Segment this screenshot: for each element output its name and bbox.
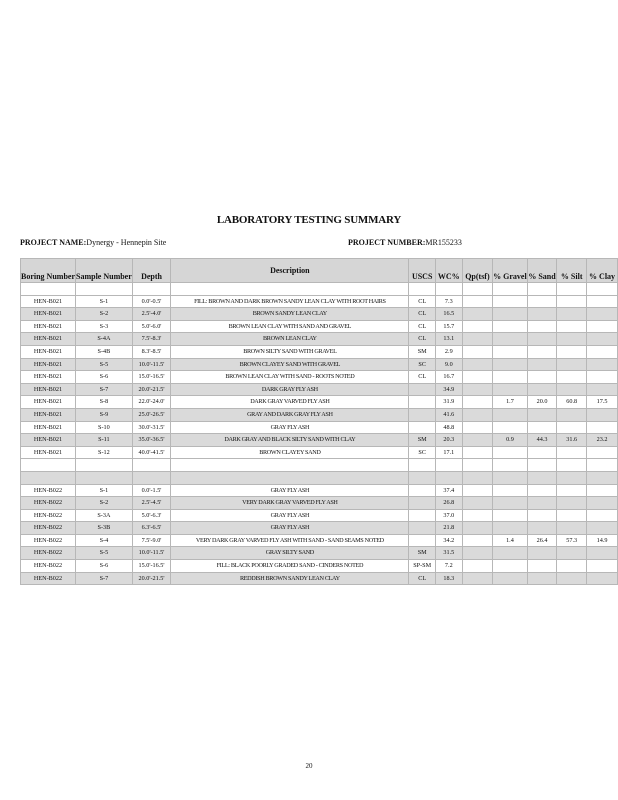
sand-cell [527,358,557,371]
description-cell: BROWN LEAN CLAY [171,333,409,346]
silt-cell [557,320,587,333]
silt-cell [557,509,587,522]
depth-cell: 22.0'-24.0' [132,396,170,409]
qp-cell [462,396,492,409]
qp-cell [462,509,492,522]
clay-cell [587,333,618,346]
table-row [21,408,618,421]
silt-cell [557,572,587,585]
project-name-value: Dynergy - Hennepin Site [86,238,167,247]
col-header-silt: % Silt [557,259,587,283]
description-cell: GRAY SILTY SAND [171,547,409,560]
clay-cell: 14.9 [587,534,618,547]
wc-cell: 41.6 [435,408,462,421]
sand-cell [527,547,557,560]
silt-cell: 31.6 [557,434,587,447]
qp-cell [462,320,492,333]
sand-cell [527,509,557,522]
sand-cell [527,295,557,308]
silt-cell [557,383,587,396]
wc-cell: 16.7 [435,371,462,384]
col-header-sample: Sample Number [76,259,133,283]
description-cell: BROWN SANDY LEAN CLAY [171,308,409,321]
depth-cell: 0.0'-0.5' [132,295,170,308]
depth-cell: 7.5'-9.0' [132,534,170,547]
silt-cell [557,371,587,384]
depth-cell: 35.0'-36.5' [132,434,170,447]
depth-cell: 5.0'-6.3' [132,509,170,522]
col-header-clay: % Clay [587,259,618,283]
uscs-cell [409,421,435,434]
depth-cell: 5.0'-6.0' [132,320,170,333]
table-row [21,509,618,522]
table-row [21,572,618,585]
uscs-cell: SM [409,434,435,447]
sample-cell: S-1 [76,484,133,497]
uscs-cell: CL [409,333,435,346]
silt-cell [557,560,587,573]
gravel-cell [493,522,528,535]
sample-cell: S-4A [76,333,133,346]
sample-cell: S-12 [76,446,133,459]
clay-cell [587,547,618,560]
boring-cell: HEN-B021 [21,421,76,434]
description-cell: BROWN LEAN CLAY WITH SAND - ROOTS NOTED [171,371,409,384]
page-title: LABORATORY TESTING SUMMARY [216,214,402,226]
table-row [21,434,618,447]
wc-cell: 17.1 [435,446,462,459]
boring-cell: HEN-B021 [21,308,76,321]
clay-cell [587,446,618,459]
boring-cell: HEN-B022 [21,497,76,510]
sample-cell: S-6 [76,560,133,573]
uscs-cell [409,509,435,522]
qp-cell [462,547,492,560]
table-row [21,484,618,497]
description-cell: GRAY FLY ASH [171,522,409,535]
depth-cell: 20.0'-21.5' [132,572,170,585]
page-number: 20 [305,762,313,770]
sample-cell: S-6 [76,371,133,384]
silt-cell [557,333,587,346]
uscs-cell: CL [409,320,435,333]
uscs-cell: CL [409,572,435,585]
description-cell: GRAY FLY ASH [171,509,409,522]
clay-cell [587,408,618,421]
uscs-cell [409,484,435,497]
sample-cell: S-5 [76,358,133,371]
wc-cell: 2.9 [435,345,462,358]
depth-cell: 10.0'-11.5' [132,547,170,560]
table-row [21,358,618,371]
sand-cell [527,308,557,321]
depth-cell: 10.0'-11.5' [132,358,170,371]
qp-cell [462,383,492,396]
boring-cell: HEN-B022 [21,560,76,573]
boring-cell: HEN-B021 [21,396,76,409]
clay-cell [587,371,618,384]
sand-cell [527,345,557,358]
sand-cell [527,497,557,510]
table-row [21,547,618,560]
boring-cell: HEN-B021 [21,333,76,346]
silt-cell [557,484,587,497]
silt-cell [557,295,587,308]
depth-cell: 15.0'-16.5' [132,560,170,573]
clay-cell [587,345,618,358]
project-number-label: PROJECT NUMBER: [348,238,426,247]
clay-cell [587,383,618,396]
wc-cell: 13.1 [435,333,462,346]
qp-cell [462,522,492,535]
boring-cell: HEN-B021 [21,434,76,447]
gravel-cell [493,446,528,459]
gravel-cell [493,509,528,522]
gravel-cell [493,497,528,510]
sand-cell: 44.3 [527,434,557,447]
sand-cell [527,572,557,585]
uscs-cell [409,522,435,535]
clay-cell [587,560,618,573]
description-cell: FILL: BROWN AND DARK BROWN SANDY LEAN CLAY WITH ROOT HAIRS [171,295,409,308]
description-cell: GRAY AND DARK GRAY FLY ASH [171,408,409,421]
boring-cell: HEN-B021 [21,345,76,358]
description-cell: REDDISH BROWN SANDY LEAN CLAY [171,572,409,585]
depth-cell: 30.0'-31.5' [132,421,170,434]
depth-cell: 25.0'-26.5' [132,408,170,421]
silt-cell [557,358,587,371]
uscs-cell: SM [409,345,435,358]
clay-cell: 23.2 [587,434,618,447]
sample-cell: S-10 [76,421,133,434]
boring-cell: HEN-B021 [21,358,76,371]
uscs-cell: SC [409,358,435,371]
table-row [21,497,618,510]
gravel-cell [493,333,528,346]
sample-cell: S-4B [76,345,133,358]
boring-cell: HEN-B021 [21,295,76,308]
boring-cell: HEN-B021 [21,383,76,396]
qp-cell [462,497,492,510]
qp-cell [462,295,492,308]
sand-cell [527,522,557,535]
boring-cell: HEN-B022 [21,522,76,535]
summary-table-container [20,258,618,582]
uscs-cell: SP-SM [409,560,435,573]
project-number-line [348,238,462,247]
uscs-cell: CL [409,308,435,321]
sand-cell [527,446,557,459]
uscs-cell [409,497,435,510]
qp-cell [462,484,492,497]
clay-cell [587,358,618,371]
gravel-cell [493,320,528,333]
uscs-cell: SM [409,547,435,560]
depth-cell: 2.5'-4.5' [132,497,170,510]
description-cell: DARK GRAY AND BLACK SILTY SAND WITH CLAY [171,434,409,447]
qp-cell [462,572,492,585]
gravel-cell [493,484,528,497]
table-row [21,421,618,434]
wc-cell: 7.2 [435,560,462,573]
silt-cell: 57.3 [557,534,587,547]
boring-cell: HEN-B022 [21,534,76,547]
description-cell: DARK GRAY FLY ASH [171,383,409,396]
clay-cell [587,509,618,522]
gravel-cell [493,560,528,573]
clay-cell [587,295,618,308]
depth-cell: 20.0'-21.5' [132,383,170,396]
clay-cell [587,320,618,333]
description-cell: GRAY FLY ASH [171,421,409,434]
description-cell: BROWN SILTY SAND WITH GRAVEL [171,345,409,358]
qp-cell [462,345,492,358]
wc-cell: 7.3 [435,295,462,308]
qp-cell [462,408,492,421]
depth-cell: 40.0'-41.5' [132,446,170,459]
table-row [21,333,618,346]
qp-cell [462,371,492,384]
sand-cell [527,560,557,573]
boring-cell: HEN-B021 [21,408,76,421]
wc-cell: 34.9 [435,383,462,396]
uscs-cell [409,534,435,547]
description-cell: BROWN CLAYEY SAND [171,446,409,459]
gravel-cell: 1.4 [493,534,528,547]
sample-cell: S-2 [76,497,133,510]
silt-cell [557,421,587,434]
wc-cell: 18.3 [435,572,462,585]
gravel-cell [493,358,528,371]
uscs-cell: SC [409,446,435,459]
clay-cell [587,522,618,535]
table-row [21,522,618,535]
silt-cell [557,345,587,358]
description-cell: GRAY FLY ASH [171,484,409,497]
wc-cell: 31.9 [435,396,462,409]
sample-cell: S-3A [76,509,133,522]
silt-cell [557,446,587,459]
uscs-cell: CL [409,295,435,308]
uscs-cell [409,408,435,421]
depth-cell: 0.0'-1.5' [132,484,170,497]
sand-cell [527,421,557,434]
table-body [21,283,618,585]
silt-cell [557,497,587,510]
sample-cell: S-5 [76,547,133,560]
sample-cell: S-7 [76,383,133,396]
sand-cell [527,371,557,384]
table-row [21,560,618,573]
sample-cell: S-7 [76,572,133,585]
qp-cell [462,358,492,371]
col-header-boring: Boring Number [21,259,76,283]
gravel-cell [493,383,528,396]
sample-cell: S-11 [76,434,133,447]
silt-cell [557,547,587,560]
sample-cell: S-3 [76,320,133,333]
wc-cell: 20.3 [435,434,462,447]
boring-cell: HEN-B021 [21,446,76,459]
sample-cell: S-1 [76,295,133,308]
table-header-row [21,259,618,283]
project-name-label: PROJECT NAME: [20,238,87,247]
sample-cell: S-2 [76,308,133,321]
depth-cell: 15.0'-16.5' [132,371,170,384]
gravel-cell [493,308,528,321]
sand-cell: 20.0 [527,396,557,409]
col-header-description: Description [171,259,409,283]
boring-cell: HEN-B022 [21,547,76,560]
gravel-cell: 0.9 [493,434,528,447]
sample-cell: S-9 [76,408,133,421]
spacer-row [21,471,618,484]
clay-cell: 17.5 [587,396,618,409]
gravel-cell [493,572,528,585]
sand-cell [527,408,557,421]
table-row [21,534,618,547]
col-header-gravel: % Gravel [493,259,528,283]
wc-cell: 48.8 [435,421,462,434]
summary-table [20,258,618,585]
qp-cell [462,560,492,573]
clay-cell [587,497,618,510]
col-header-wc: WC% [435,259,462,283]
clay-cell [587,308,618,321]
table-row [21,383,618,396]
uscs-cell [409,396,435,409]
clay-cell [587,421,618,434]
description-cell: DARK GRAY VARVED FLY ASH [171,396,409,409]
depth-cell: 2.5'-4.0' [132,308,170,321]
qp-cell [462,534,492,547]
col-header-depth: Depth [132,259,170,283]
table-row [21,396,618,409]
wc-cell: 15.7 [435,320,462,333]
sand-cell [527,484,557,497]
sample-cell: S-4 [76,534,133,547]
depth-cell: 7.5'-8.3' [132,333,170,346]
project-number-value: MR155233 [425,238,462,247]
table-row [21,295,618,308]
qp-cell [462,446,492,459]
uscs-cell [409,383,435,396]
table-row [21,345,618,358]
col-header-uscs: USCS [409,259,435,283]
qp-cell [462,421,492,434]
wc-cell: 37.4 [435,484,462,497]
uscs-cell: CL [409,371,435,384]
table-row [21,320,618,333]
description-cell: VERY DARK GRAY VARVED FLY ASH [171,497,409,510]
silt-cell [557,308,587,321]
sand-cell [527,383,557,396]
table-row [21,371,618,384]
gravel-cell: 1.7 [493,396,528,409]
table-row [21,446,618,459]
col-header-sand: % Sand [527,259,557,283]
project-name-line [20,238,166,247]
description-cell: BROWN LEAN CLAY WITH SAND AND GRAVEL [171,320,409,333]
wc-cell: 37.0 [435,509,462,522]
description-cell: FILL: BLACK POORLY GRADED SAND - CINDERS NOTED [171,560,409,573]
depth-cell: 8.3'-8.5' [132,345,170,358]
wc-cell: 16.5 [435,308,462,321]
spacer-row [21,283,618,296]
silt-cell: 60.8 [557,396,587,409]
boring-cell: HEN-B022 [21,484,76,497]
boring-cell: HEN-B022 [21,509,76,522]
gravel-cell [493,371,528,384]
boring-cell: HEN-B021 [21,371,76,384]
wc-cell: 34.2 [435,534,462,547]
sand-cell: 26.4 [527,534,557,547]
spacer-row [21,459,618,472]
boring-cell: HEN-B021 [21,320,76,333]
boring-cell: HEN-B022 [21,572,76,585]
clay-cell [587,572,618,585]
col-header-qp: Qp(tsf) [462,259,492,283]
wc-cell: 9.0 [435,358,462,371]
gravel-cell [493,408,528,421]
wc-cell: 26.8 [435,497,462,510]
gravel-cell [493,295,528,308]
sand-cell [527,333,557,346]
gravel-cell [493,421,528,434]
clay-cell [587,484,618,497]
description-cell: BROWN CLAYEY SAND WITH GRAVEL [171,358,409,371]
gravel-cell [493,547,528,560]
description-cell: VERY DARK GRAY VARVED FLY ASH WITH SAND - SAND SEAMS NOTED [171,534,409,547]
sample-cell: S-3B [76,522,133,535]
sample-cell: S-8 [76,396,133,409]
wc-cell: 31.5 [435,547,462,560]
silt-cell [557,522,587,535]
qp-cell [462,308,492,321]
table-row [21,308,618,321]
wc-cell: 21.8 [435,522,462,535]
gravel-cell [493,345,528,358]
silt-cell [557,408,587,421]
sand-cell [527,320,557,333]
qp-cell [462,333,492,346]
qp-cell [462,434,492,447]
depth-cell: 6.3'-6.5' [132,522,170,535]
